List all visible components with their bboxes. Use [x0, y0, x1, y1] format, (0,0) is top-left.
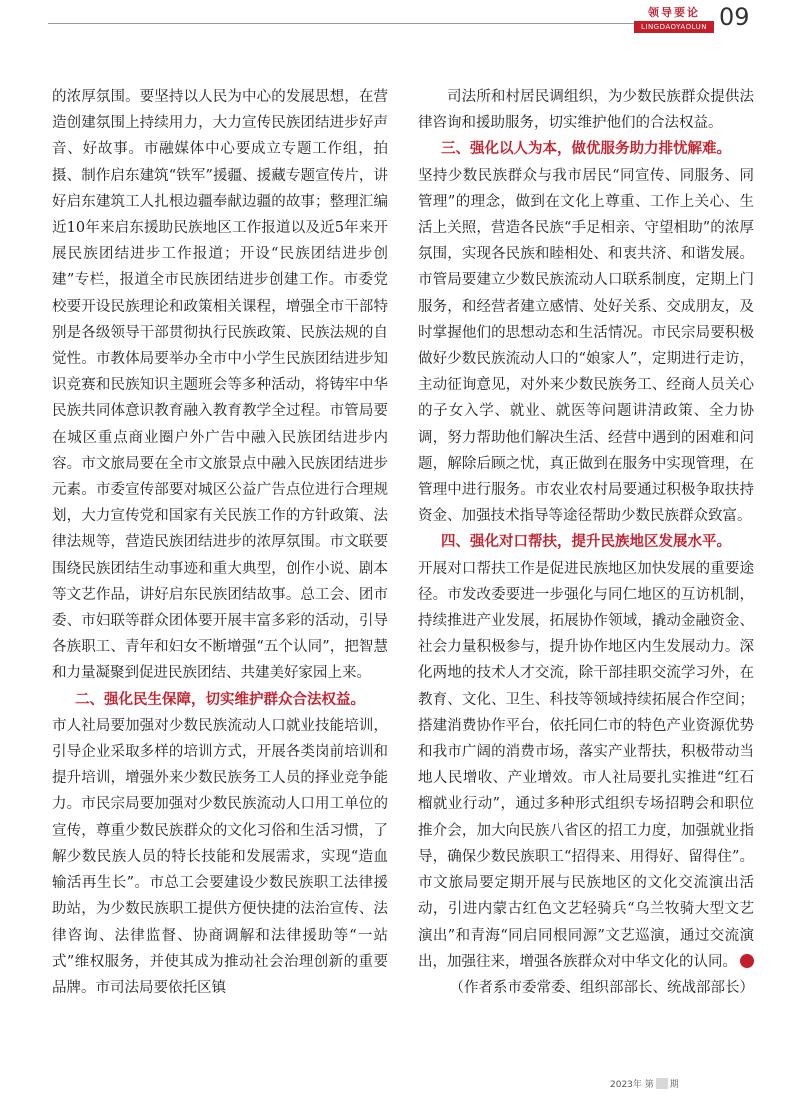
paragraph: 司法所和村居民调组织，为少数民族群众提供法律咨询和援助服务，切实维护他们的合法权益。 — [418, 89, 754, 132]
column-badge-title: 领导要论 — [648, 6, 700, 19]
issue-footer — [610, 1077, 750, 1090]
footer-year: 2023年 — [610, 1080, 642, 1090]
author-byline: （作者系市委常委、组织部部长、统战部部长） — [449, 979, 754, 996]
header-rule — [48, 23, 660, 24]
end-mark-icon — [740, 954, 754, 968]
column-badge-pinyin: LINGDAOYAOLUN — [634, 21, 714, 33]
section-heading-2: 二、强化民生保障，切实维护群众合法权益。 — [75, 691, 365, 708]
footer-issue-number — [656, 1078, 668, 1089]
paragraph: 的浓厚氛围。要坚持以人民为中心的发展思想，在营造创建氛围上持续用力，大力宣传民族团结进步好声音、好故事。市融媒体中心要成立专题工作组，拍摄、制作启东建筑“铁军”援疆、援藏专题宣传片，讲好启东建筑工人扎根边疆奉献边疆的故事；整理汇编近10年来启东援助民族地区工作报道以及近5年来开展民族团结进步工作报道；开设“民族团结进步创建”专栏，报道全市民族团结进步创建工作。市委党校要开设民族理论和政策相关课程，增强全市干部特别是各级领导干部贯彻执行民族政策、民族法规的自觉性。市教体局要举办全市中小学生民族团结进步知识竞赛和民族知识主题班会等多种活动，将铸牢中华民族共同体意识教育融入教育教学全过程。市管局要在城区重点商业圈户外广告中融入民族团结进步内容。市文旅局要在全市文旅景点中融入民族团结进步元素。市委宣传部要对城区公益广告点位进行合理规划，大力宣传党和国家有关民族工作的方针政策、法律法规等，营造民族团结进步的浓厚氛围。市文联要围绕民族团结生动事迹和重大典型，创作小说、剧本等文艺作品，讲好启东民族团结故事。总工会、团市委、市妇联等群众团体要开展丰富多彩的活动，引导各族职工、青年和妇女不断增强“五个认同”，把智慧和力量凝聚到促进民族团结、共建美好家园上来。 — [52, 89, 388, 682]
footer-di: 第 — [644, 1080, 654, 1090]
footer-qi: 期 — [669, 1080, 679, 1090]
section-heading-3: 三、强化以人为本，做优服务助力排忧解难。 — [441, 141, 731, 158]
paragraph-text: 开展对口帮扶工作是促进民族地区加快发展的重要途径。市发改委要进一步强化与同仁地区的互访机制，持续推进产业发展，拓展协作领域，撬动金融资金、社会力量积极参与，提升协作地区内生发展动力。深化两地的技术人才交流，除干部挂职交流学习外，在教育、文化、卫生、科技等领域持续拓展合作空间；搭建消费协作平台，依托同仁市的特色产业资源优势和我市广阔的消费市场，落实产业帮扶，积极带动当地人民增收、产业增效。市人社局要扎实推进“红石榴就业行动”，通过多种形式组织专场招聘会和职位推介会，加大向民族八省区的招工力度，加强就业指导，确保少数民族职工“招得来、用得好、留得住”。市文旅局要定期开展与民族地区的文化交流演出活动，引进内蒙古红色文艺轻骑兵“乌兰牧骑大型文艺演出”和青海“同启同根同源”文艺巡演，通过交流演出，加强往来，增强各族群众对中华文化的认同。 — [418, 560, 754, 970]
column-badge — [634, 4, 714, 36]
section-heading-4: 四、强化对口帮扶，提升民族地区发展水平。 — [441, 534, 731, 551]
paragraph-final — [418, 556, 754, 975]
paragraph: 市人社局要加强对少数民族流动人口就业技能培训，引导企业采取多样的培训方式，开展各类岗前培训和提升培训，增强外来少数民族务工人员的择业竞争能力。市民宗局要加强对少数民族流动人口用工单位的宣传，尊重少数民族群众的文化习俗和生活习惯，了解少数民族人员的特长技能和发展需求，实现“造血输活再生长”。市总工会要建设少数民族职工法律援助站，为少数民族职工提供方便快捷的法治宣传、法律咨询、法律监督、协商调解和法律援助等“一站式”维权服务，并使其成为推动社会治理创新的重要品牌。市司法局要依托区镇 — [52, 717, 388, 996]
left-column — [52, 84, 388, 1001]
paragraph: 坚持少数民族群众与我市居民“同宣传、同服务、同管理”的理念，做到在文化上尊重、工作上关心、生活上关照，营造各民族“手足相亲、守望相助”的浓厚氛围，实现各民族和睦相处、和衷共济、和谐发展。市管局要建立少数民族流动人口联系制度，定期上门服务，和经营者建立感情、处好关系、交成朋友，及时掌握他们的思想动态和生活情况。市民宗局要积极做好少数民族流动人口的“娘家人”，定期进行走访，主动征询意见，对外来少数民族务工、经商人员关心的子女入学、就业、就医等问题讲清政策、全力协调，努力帮助他们解决生活、经营中遇到的困难和问题，解除后顾之忧，真正做到在服务中实现管理，在管理中进行服务。市农业农村局要通过积极争取扶持资金、加强技术指导等途径帮助少数民族群众致富。 — [418, 167, 754, 525]
right-column — [418, 84, 754, 1001]
page-number: 09 — [719, 3, 750, 31]
